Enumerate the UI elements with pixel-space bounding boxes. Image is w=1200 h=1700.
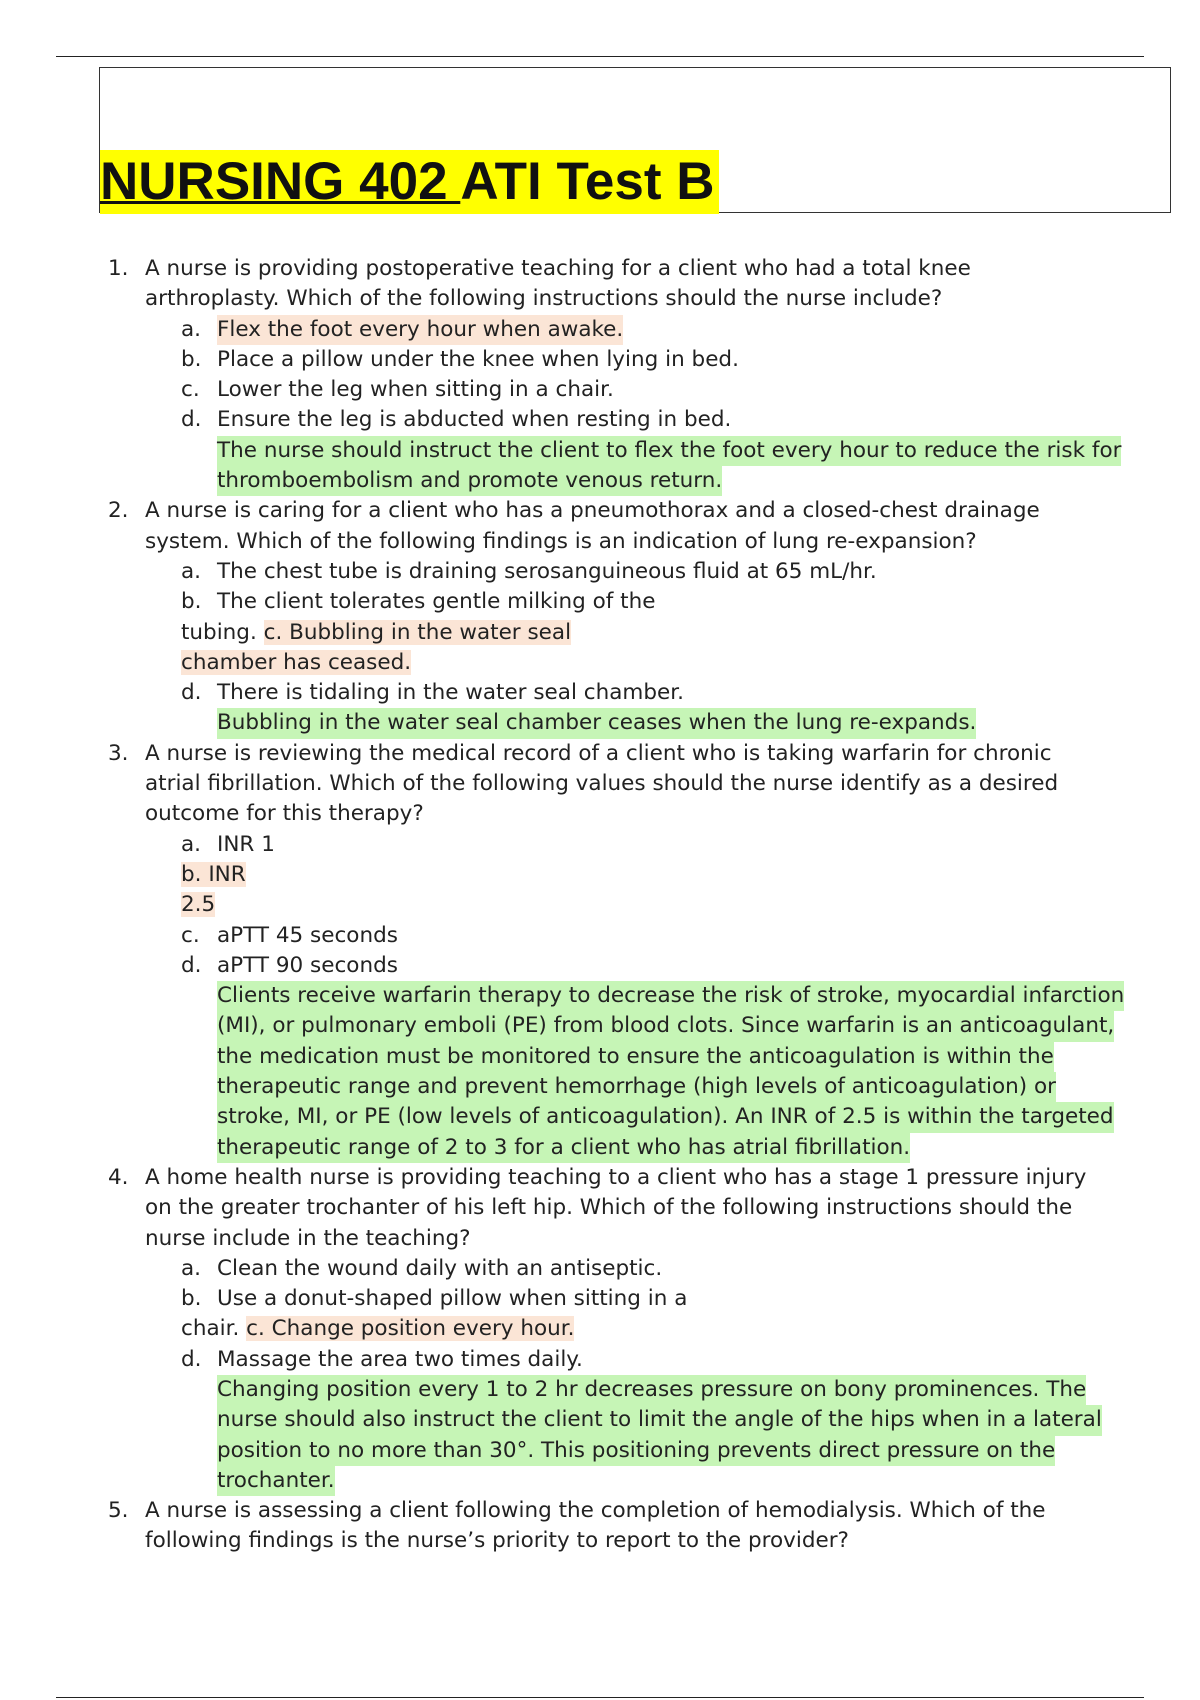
option-line bbox=[0, 557, 1200, 587]
option-wrap bbox=[181, 618, 571, 648]
option-line bbox=[0, 1314, 1200, 1344]
question-stem-line bbox=[0, 769, 1200, 799]
option-line bbox=[0, 648, 1200, 678]
rationale-text: therapeutic range and prevent hemorrhage (high levels of anticoagulation) or bbox=[217, 1072, 1056, 1102]
option-line bbox=[0, 405, 1200, 435]
title-test: ATI Test B bbox=[460, 152, 715, 211]
question-stem-text: following findings is the nurse’s priority to report to the provider? bbox=[145, 1528, 849, 1554]
rationale-line bbox=[0, 981, 1200, 1011]
question-stem-line bbox=[0, 739, 1200, 769]
rationale-text: the medication must be monitored to ensure the anticoagulation is within the bbox=[217, 1042, 1054, 1072]
rationale-text: thromboembolism and promote venous return. bbox=[217, 466, 722, 496]
option-text: INR 1 bbox=[217, 831, 275, 857]
option-text: Massage the area two times daily. bbox=[217, 1346, 583, 1372]
question-stem-line bbox=[0, 1224, 1200, 1254]
option-line bbox=[0, 1254, 1200, 1284]
option-wrap bbox=[181, 648, 411, 678]
option-line bbox=[0, 678, 1200, 708]
page-title bbox=[100, 150, 719, 214]
title-box bbox=[99, 67, 1171, 213]
rationale-line bbox=[0, 1011, 1200, 1041]
option-letter: a. bbox=[181, 831, 202, 857]
option-text: Place a pillow under the knee when lying in bed. bbox=[217, 346, 739, 372]
rationale-line bbox=[0, 1042, 1200, 1072]
question-stem-line bbox=[0, 1496, 1200, 1526]
question-number: 3. bbox=[108, 740, 129, 766]
option-wrap bbox=[181, 1314, 574, 1344]
question-list bbox=[0, 254, 1200, 1557]
rationale-line bbox=[0, 1436, 1200, 1466]
question-stem-text: arthroplasty. Which of the following instructions should the nurse include? bbox=[145, 286, 943, 312]
question-1 bbox=[0, 254, 1200, 496]
question-3 bbox=[0, 739, 1200, 1163]
option-letter: c. bbox=[181, 922, 200, 948]
rationale-text: therapeutic range of 2 to 3 for a client who has atrial fibrillation. bbox=[217, 1133, 910, 1163]
question-stem-line bbox=[0, 254, 1200, 284]
question-stem-line bbox=[0, 496, 1200, 526]
option-letter: d. bbox=[181, 680, 202, 706]
option-text-continued: chair. bbox=[181, 1316, 247, 1342]
rationale-line bbox=[0, 1375, 1200, 1405]
rationale-text: position to no more than 30°. This positioning prevents direct pressure on the bbox=[217, 1436, 1055, 1466]
option-line bbox=[0, 375, 1200, 405]
question-number: 1. bbox=[108, 256, 129, 281]
option-wrap bbox=[181, 860, 246, 890]
option-line bbox=[0, 345, 1200, 375]
option-text: aPTT 90 seconds bbox=[217, 952, 398, 978]
option-text: Lower the leg when sitting in a chair. bbox=[217, 377, 614, 403]
option-letter: b. bbox=[181, 346, 202, 372]
option-letter: d. bbox=[181, 1346, 202, 1372]
option-letter: a. bbox=[181, 558, 202, 584]
question-2 bbox=[0, 496, 1200, 738]
rationale-line bbox=[0, 1405, 1200, 1435]
option-line bbox=[0, 1284, 1200, 1314]
option-letter: b. bbox=[181, 589, 202, 615]
question-stem-line bbox=[0, 527, 1200, 557]
question-stem-text: A nurse is assessing a client following the completion of hemodialysis. Which of the bbox=[145, 1498, 1046, 1524]
rationale-line bbox=[0, 466, 1200, 496]
option-line bbox=[0, 830, 1200, 860]
rationale-line bbox=[0, 1133, 1200, 1163]
rationale-line bbox=[0, 436, 1200, 466]
option-text: Flex the foot every hour when awake. bbox=[217, 315, 623, 345]
question-stem-text: atrial fibrillation. Which of the following values should the nurse identify as a desired bbox=[145, 771, 1059, 797]
question-number: 5. bbox=[108, 1498, 129, 1524]
top-rule bbox=[56, 56, 1144, 57]
question-stem-text: A nurse is caring for a client who has a pneumothorax and a closed-chest drainage bbox=[145, 498, 1040, 524]
option-letter: a. bbox=[181, 1255, 202, 1281]
option-text: Use a donut-shaped pillow when sitting in a bbox=[217, 1286, 688, 1312]
rationale-text: nurse should also instruct the client to limit the angle of the hips when in a lateral bbox=[217, 1405, 1102, 1435]
option-letter: d. bbox=[181, 407, 202, 433]
option-text: aPTT 45 seconds bbox=[217, 922, 398, 948]
bottom-rule bbox=[56, 1697, 1144, 1698]
question-stem-text: system. Which of the following findings is an indication of lung re-expansion? bbox=[145, 528, 977, 554]
option-letter: c. bbox=[181, 377, 200, 403]
question-number: 4. bbox=[108, 1164, 129, 1190]
option-letter: d. bbox=[181, 952, 202, 978]
rationale-text: The nurse should instruct the client to flex the foot every hour to reduce the risk for bbox=[217, 436, 1121, 466]
rationale-text: Changing position every 1 to 2 hr decreases pressure on bony prominences. The bbox=[217, 1375, 1086, 1405]
question-stem-line bbox=[0, 1526, 1200, 1556]
rationale-line bbox=[0, 1466, 1200, 1496]
option-text-continued: tubing. bbox=[181, 619, 264, 645]
question-stem-line bbox=[0, 284, 1200, 314]
option-wrap bbox=[181, 890, 215, 920]
question-4 bbox=[0, 1163, 1200, 1496]
question-stem-line bbox=[0, 799, 1200, 829]
option-letter: b. bbox=[181, 1286, 202, 1312]
question-5 bbox=[0, 1496, 1200, 1557]
option-line bbox=[0, 890, 1200, 920]
option-text: The client tolerates gentle milking of the bbox=[217, 589, 656, 615]
question-number: 2. bbox=[108, 498, 129, 524]
option-letter: a. bbox=[181, 316, 202, 342]
option-text: Ensure the leg is abducted when resting in bed. bbox=[217, 407, 732, 433]
correct-answer: c. Change position every hour. bbox=[246, 1316, 575, 1342]
option-line bbox=[0, 951, 1200, 981]
rationale-text: stroke, MI, or PE (low levels of anticoagulation). An INR of 2.5 is within the targeted bbox=[217, 1102, 1114, 1132]
correct-answer-continued: chamber has ceased. bbox=[181, 649, 412, 675]
question-stem-text: A nurse is reviewing the medical record of a client who is taking warfarin for chronic bbox=[145, 740, 1052, 766]
rationale-text: (MI), or pulmonary emboli (PE) from blood clots. Since warfarin is an anticoagulant, bbox=[217, 1011, 1114, 1041]
option-line bbox=[0, 587, 1200, 617]
correct-answer: c. Bubbling in the water seal bbox=[263, 619, 572, 645]
question-stem-text: on the greater trochanter of his left hip. Which of the following instructions should the bbox=[145, 1195, 1073, 1221]
question-stem-line bbox=[0, 1193, 1200, 1223]
option-line bbox=[0, 921, 1200, 951]
option-text: Clean the wound daily with an antiseptic. bbox=[217, 1255, 663, 1281]
correct-answer: b. INR bbox=[181, 861, 246, 887]
title-course: NURSING 402 bbox=[100, 152, 461, 211]
rationale-text: trochanter. bbox=[217, 1466, 335, 1496]
question-stem-line bbox=[0, 1163, 1200, 1193]
option-line bbox=[0, 1345, 1200, 1375]
rationale-text: Clients receive warfarin therapy to decrease the risk of stroke, myocardial infarction bbox=[217, 981, 1124, 1011]
rationale-text: Bubbling in the water seal chamber ceases when the lung re-expands. bbox=[217, 708, 976, 738]
question-stem-text: nurse include in the teaching? bbox=[145, 1225, 471, 1251]
question-stem-text: A home health nurse is providing teaching to a client who has a stage 1 pressure injury bbox=[145, 1164, 1087, 1190]
option-text: There is tidaling in the water seal chamber. bbox=[217, 680, 684, 706]
option-line bbox=[0, 618, 1200, 648]
rationale-line bbox=[0, 708, 1200, 738]
option-line bbox=[0, 860, 1200, 890]
rationale-line bbox=[0, 1102, 1200, 1132]
correct-answer-continued: 2.5 bbox=[181, 892, 216, 918]
rationale-line bbox=[0, 1072, 1200, 1102]
option-line bbox=[0, 315, 1200, 345]
question-stem-text: A nurse is providing postoperative teaching for a client who had a total knee bbox=[145, 256, 971, 281]
option-text: The chest tube is draining serosanguineous fluid at 65 mL/hr. bbox=[217, 558, 877, 584]
question-stem-text: outcome for this therapy? bbox=[145, 801, 424, 827]
